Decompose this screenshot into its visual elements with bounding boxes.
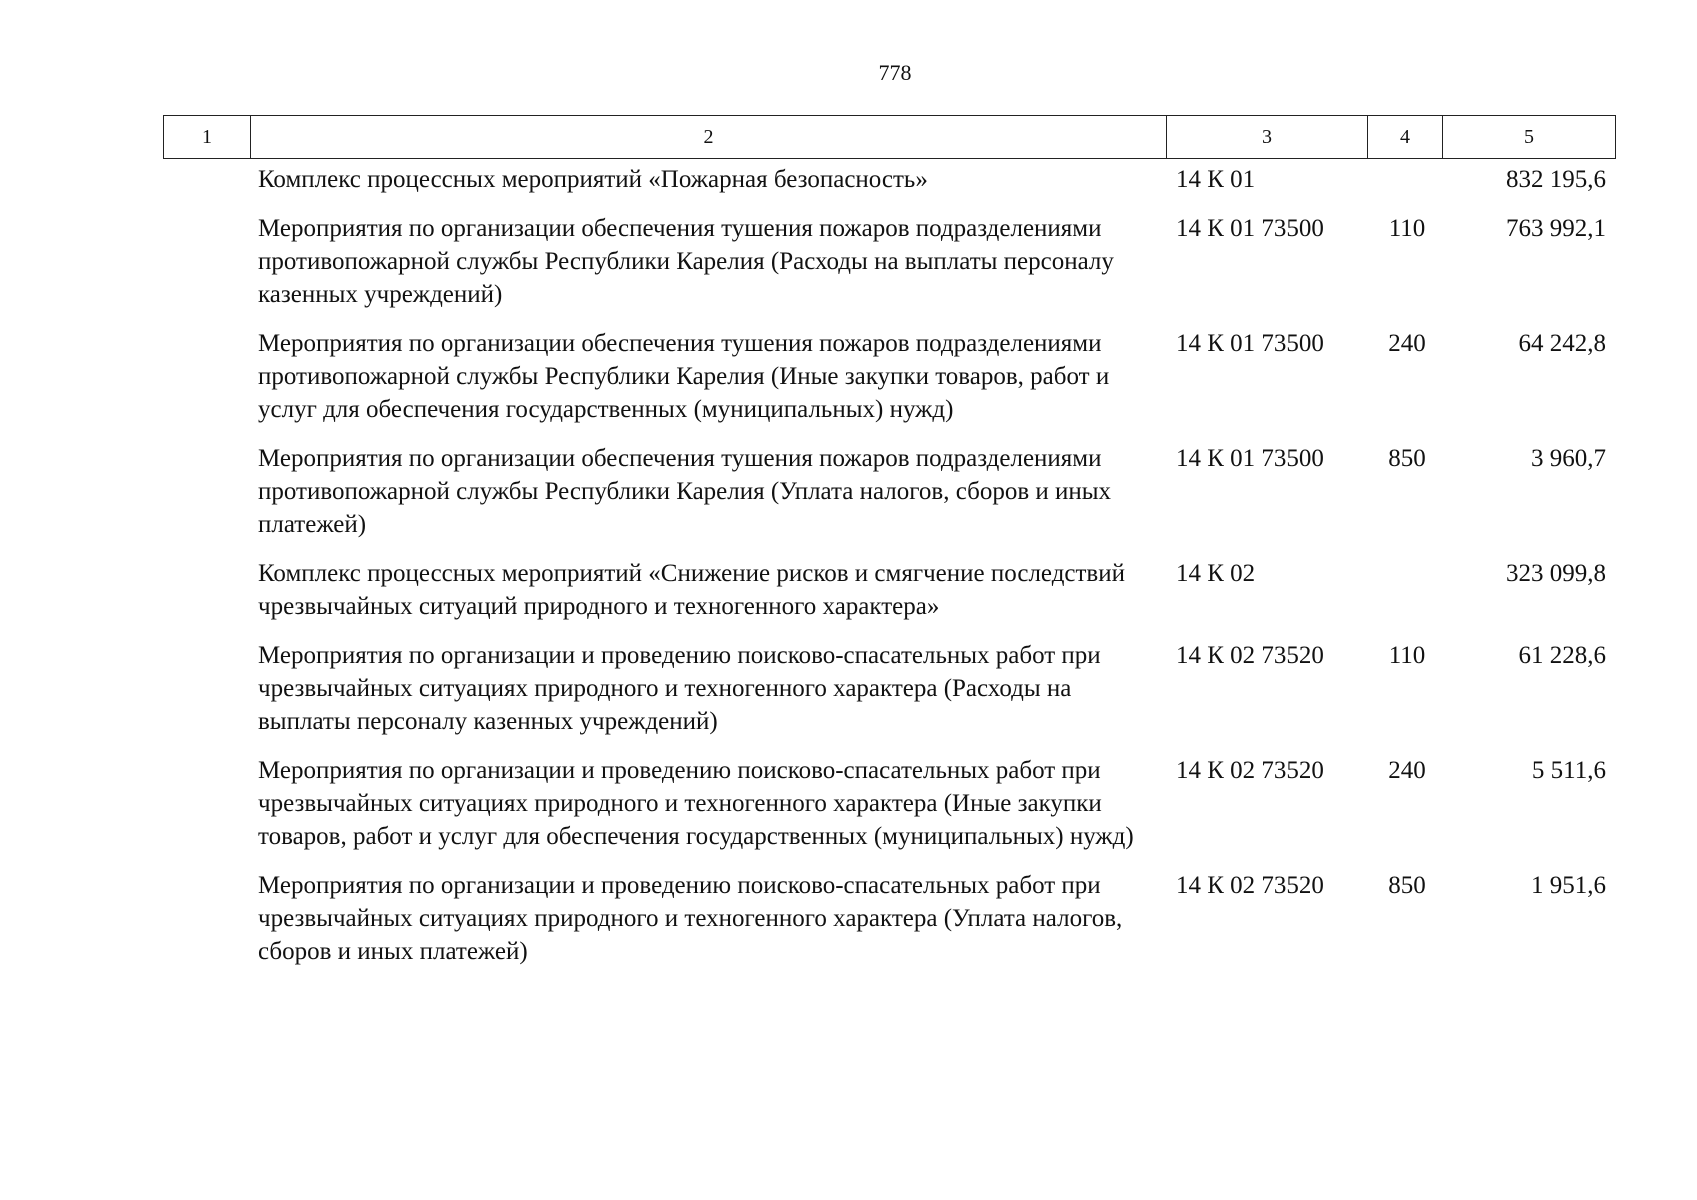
row-expense-type: 110: [1388, 215, 1426, 242]
row-expense-type: 110: [1388, 642, 1426, 669]
budget-table-body: [258, 163, 1618, 984]
header-row: [164, 116, 1616, 159]
table-row: [258, 327, 1618, 426]
row-code: 14 К 01 73500: [1176, 215, 1324, 242]
row-expense-type: 850: [1388, 872, 1426, 899]
row-amount: 1 951,6: [1531, 872, 1606, 899]
row-amount: 3 960,7: [1531, 445, 1606, 472]
row-description: Мероприятия по организации и проведению поисково-спасательных работ при чрезвычайных ситуациях природного и техногенного характера (Расходы на выплаты персоналу казенных учреждений): [258, 642, 1101, 735]
table-row: [258, 754, 1618, 853]
row-amount: 832 195,6: [1506, 166, 1606, 193]
table-row: [258, 639, 1618, 738]
table-row: [258, 869, 1618, 968]
row-expense-type: 240: [1388, 757, 1426, 784]
row-code: 14 К 02: [1176, 560, 1256, 587]
row-code: 14 К 02 73520: [1176, 642, 1324, 669]
header-col-5: 5: [1443, 116, 1616, 159]
row-expense-type: 850: [1388, 445, 1426, 472]
row-amount: 5 511,6: [1531, 757, 1606, 784]
row-expense-type: [1370, 163, 1444, 196]
table-row: [258, 212, 1618, 311]
row-amount: 323 099,8: [1506, 560, 1606, 587]
row-description: Мероприятия по организации обеспечения тушения пожаров подразделениями противопожарной службы Республики Карелия (Уплата налогов, сборов и иных платежей): [258, 445, 1112, 538]
row-code: 14 К 02 73520: [1176, 757, 1324, 784]
table-row: [258, 163, 1618, 196]
row-code: 14 К 02 73520: [1176, 872, 1324, 899]
row-description: Комплекс процессных мероприятий «Снижение рисков и смягчение последствий чрезвычайных ситуаций природного и техногенного характера»: [258, 560, 1125, 620]
row-code: 14 К 01 73500: [1176, 445, 1324, 472]
page-number: 778: [878, 60, 912, 85]
row-description: Мероприятия по организации обеспечения тушения пожаров подразделениями противопожарной службы Республики Карелия (Расходы на выплаты персоналу казенных учреждений): [258, 215, 1114, 308]
row-expense-type: 240: [1388, 330, 1426, 357]
table-row: [258, 442, 1618, 541]
table-row: [258, 557, 1618, 623]
header-col-4: 4: [1368, 116, 1443, 159]
row-amount: 64 242,8: [1518, 330, 1606, 357]
row-description: Комплекс процессных мероприятий «Пожарная безопасность»: [258, 166, 928, 193]
row-code: 14 К 01: [1176, 166, 1256, 193]
header-col-2: 2: [251, 116, 1167, 159]
row-description: Мероприятия по организации и проведению поисково-спасательных работ при чрезвычайных ситуациях природного и техногенного характера (Уплата налогов, сборов и иных платежей): [258, 872, 1123, 965]
row-description: Мероприятия по организации и проведению поисково-спасательных работ при чрезвычайных ситуациях природного и техногенного характера (Иные закупки товаров, работ и услуг для обеспечения государственных (муниципальных) нужд): [258, 757, 1134, 850]
row-expense-type: [1370, 557, 1444, 623]
row-amount: 763 992,1: [1506, 215, 1606, 242]
header-col-3: 3: [1167, 116, 1368, 159]
row-description: Мероприятия по организации обеспечения тушения пожаров подразделениями противопожарной службы Республики Карелия (Иные закупки товаров, работ и услуг для обеспечения государственных (муниципальных) нужд): [258, 330, 1110, 423]
header-col-1: 1: [164, 116, 251, 159]
column-number-header: [163, 115, 1616, 159]
row-amount: 61 228,6: [1518, 642, 1606, 669]
row-code: 14 К 01 73500: [1176, 330, 1324, 357]
